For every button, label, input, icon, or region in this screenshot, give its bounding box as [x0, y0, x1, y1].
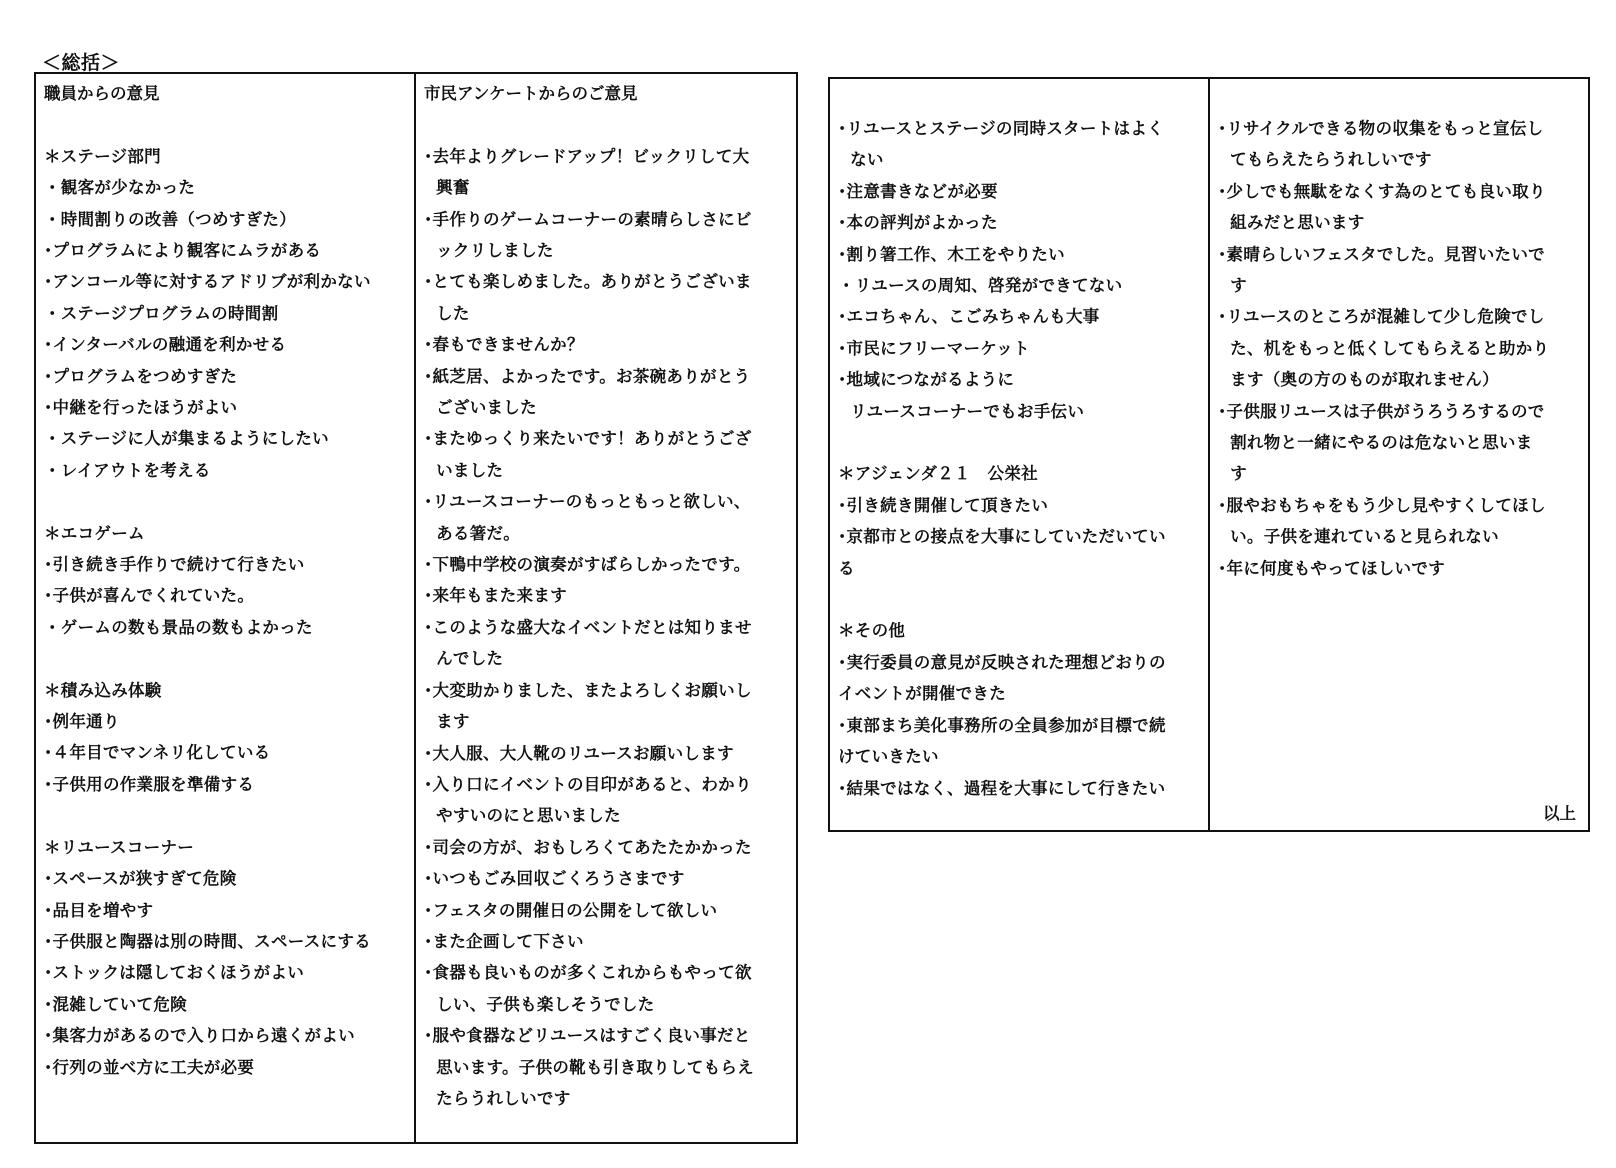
- text-line: ･いつもごみ回収ごくろうさまです: [424, 869, 685, 889]
- text-line: ＊エコゲーム: [44, 523, 145, 543]
- blank-line: [44, 800, 408, 831]
- text-line: ＊リユースコーナー: [44, 837, 195, 857]
- text-line: ･インターバルの融通を利かせる: [44, 335, 287, 355]
- text-line: ･下鴨中学校の演奏がすばらしかったです。: [424, 555, 751, 575]
- text-line: ･引き続き開催して頂きたい: [838, 495, 1049, 515]
- citizen-continued-lines: [1218, 113, 1582, 584]
- text-line: やすいのにと思いました: [424, 806, 621, 826]
- text-line: ･プログラムをつめすぎた: [44, 366, 238, 386]
- text-line: ･プログラムにより観客にムラがある: [44, 241, 322, 261]
- text-line: ･品目を増やす: [44, 900, 154, 920]
- page-heading: ＜総括＞: [42, 52, 121, 74]
- text-line: ックリしました: [424, 241, 554, 261]
- text-line: けていきたい: [838, 747, 939, 767]
- blank-line: [424, 109, 790, 140]
- blank-line: [44, 109, 408, 140]
- text-line: リユースコーナーでもお手伝い: [838, 401, 1085, 421]
- text-line: ･子供服と陶器は別の時間、スペースにする: [44, 931, 371, 951]
- text-line: ある箸だ。: [424, 523, 521, 543]
- text-line: たらうれしいです: [424, 1088, 571, 1108]
- text-line: ･例年通り: [44, 712, 120, 732]
- text-line: ･素晴らしいフェスタでした。見習いたいで: [1218, 244, 1545, 264]
- text-line: ･司会の方が、おもしろくてあたたかかった: [424, 837, 752, 857]
- text-line: んでした: [424, 649, 504, 669]
- staff-opinions-column: [36, 74, 416, 1142]
- text-line: ･注意書きなどが必要: [838, 181, 998, 201]
- staff-continued-lines: [838, 113, 1202, 804]
- text-line: ･手作りのゲームコーナーの素晴らしさにビ: [424, 209, 752, 229]
- citizen-lines: [424, 109, 790, 1114]
- citizen-column-title: 市民アンケートからのご意見: [424, 84, 638, 103]
- text-line: 割れ物と一緒にやるのは危ないと思いま: [1218, 433, 1533, 453]
- text-line: ･紙芝居、よかったです。お茶碗ありがとう: [424, 366, 751, 386]
- summary-table-left: [34, 72, 798, 1144]
- text-line: ･スペースが狭すぎて危険: [44, 869, 237, 889]
- text-line: ･結果ではなく、過程を大事にして行きたい: [838, 778, 1166, 798]
- text-line: ･割り箸工作、木工をやりたい: [838, 244, 1065, 264]
- text-line: ・時間割りの改善（つめすぎた）: [44, 209, 296, 229]
- end-mark: 以上: [1543, 804, 1576, 823]
- text-line: ・ステージに人が集まるようにしたい: [44, 429, 329, 449]
- text-line: ･市民にフリーマーケット: [838, 338, 1030, 358]
- text-line: ・リユースの周知、啓発ができてない: [838, 276, 1123, 296]
- text-line: い。子供を連れていると見られない: [1218, 527, 1499, 547]
- text-line: ･中継を行ったほうがよい: [44, 398, 238, 418]
- citizen-opinions-continued-column: [1210, 79, 1588, 830]
- text-line: す: [1218, 464, 1247, 484]
- text-line: ます（奥の方のものが取れません）: [1218, 370, 1499, 390]
- text-line: ･来年もまた来ます: [424, 586, 567, 606]
- text-line: ･子供が喜んでくれていた。: [44, 586, 255, 606]
- text-line: ･大人服、大人靴のリユースお願いします: [424, 743, 734, 763]
- text-line: ･少しでも無駄をなくす為のとても良い取り: [1218, 181, 1546, 201]
- text-line: ･４年目でマンネリ化している: [44, 743, 271, 763]
- staff-lines: [44, 109, 408, 1083]
- text-line: ･実行委員の意見が反映された理想どおりの: [838, 652, 1166, 672]
- text-line: ･行列の並べ方に工夫が必要: [44, 1057, 255, 1077]
- text-line: ･混雑していて危険: [44, 994, 187, 1014]
- text-line: ･リユースコーナーのもっともっと欲しい、: [424, 492, 751, 512]
- text-line: ･リユースとステージの同時スタートはよく: [838, 119, 1164, 138]
- text-line: ない: [838, 150, 884, 170]
- text-line: ･春もできませんか？: [424, 335, 584, 355]
- text-line: ･アンコール等に対するアドリブが利かない: [44, 272, 371, 292]
- text-line: ･大変助かりました、またよろしくお願いし: [424, 680, 752, 700]
- text-line: ･引き続き手作りで続けて行きたい: [44, 555, 305, 575]
- blank-line: [838, 427, 1202, 458]
- text-line: ･服や食器などリユースはすごく良い事だと: [424, 1026, 751, 1046]
- text-line: た、机をもっと低くしてもらえると助かり: [1218, 338, 1550, 358]
- text-line: ･また企画して下さい: [424, 931, 584, 951]
- text-line: イベントが開催できた: [838, 684, 1006, 704]
- text-line: す: [1218, 276, 1247, 296]
- text-line: ･子供用の作業服を準備する: [44, 774, 255, 794]
- summary-table-right: [828, 77, 1590, 832]
- text-line: ・観客が少なかった: [44, 178, 196, 198]
- blank-line: [838, 584, 1202, 615]
- text-line: ＊その他: [838, 621, 906, 641]
- text-line: 思います。子供の靴も引き取りしてもらえ: [424, 1057, 754, 1077]
- text-line: ･このような盛大なイベントだとは知りませ: [424, 617, 752, 637]
- text-line: ･リサイクルできる物の収集をもっと宣伝し: [1218, 119, 1544, 138]
- text-line: る: [838, 558, 855, 578]
- text-line: ・レイアウトを考える: [44, 460, 211, 480]
- text-line: ･フェスタの開催日の公開をして欲しい: [424, 900, 718, 920]
- text-line: ます: [424, 712, 470, 732]
- blank-line: [44, 643, 408, 674]
- text-line: ･ストックは隠しておくほうがよい: [44, 963, 305, 983]
- text-line: ＊アジェンダ２１ 公栄社: [838, 464, 1038, 484]
- text-line: 興奮: [424, 178, 470, 198]
- text-line: した: [424, 303, 470, 323]
- text-line: 組みだと思います: [1218, 213, 1365, 233]
- text-line: ･エコちゃん、こごみちゃんも大事: [838, 307, 1100, 327]
- text-line: ・ステージプログラムの時間割: [44, 303, 279, 323]
- text-line: ･食器も良いものが多くこれからもやって欲: [424, 963, 752, 983]
- text-line: ＊ステージ部門: [44, 146, 161, 166]
- text-line: ･本の評判がよかった: [838, 213, 998, 233]
- text-line: ･入り口にイベントの目印があると、わかり: [424, 774, 752, 794]
- text-line: ･地域につながるように: [838, 370, 1015, 390]
- text-line: てもらえたらうれしいです: [1218, 150, 1432, 170]
- text-line: ･京都市との接点を大事にしていただいてい: [838, 527, 1166, 547]
- text-line: ございました: [424, 398, 537, 418]
- text-line: ・ゲームの数も景品の数もよかった: [44, 617, 313, 637]
- text-line: ･リユースのところが混雑して少し危険でし: [1218, 307, 1545, 327]
- text-line: ･子供服リユースは子供がうろうろするので: [1218, 401, 1545, 421]
- text-line: いました: [424, 460, 504, 480]
- text-line: ･東部まち美化事務所の全員参加が目標で続: [838, 715, 1166, 735]
- staff-column-title: 職員からの意見: [44, 84, 160, 103]
- text-line: ･またゆっくり来たいです！ありがとうござ: [424, 429, 752, 449]
- text-line: ･服やおもちゃをもう少し見やすくしてほし: [1218, 495, 1546, 515]
- text-line: しい、子供も楽しそうでした: [424, 994, 655, 1014]
- text-line: ･集客力があるので入り口から遠くがよい: [44, 1026, 355, 1046]
- text-line: ･年に何度もやってほしいです: [1218, 558, 1445, 578]
- citizen-opinions-column: [416, 74, 796, 1142]
- text-line: ･とても楽しめました。ありがとうございま: [424, 272, 752, 292]
- text-line: ･去年よりグレードアップ！ビックリして大: [424, 146, 750, 166]
- text-line: ＊積み込み体験: [44, 680, 162, 700]
- blank-line: [44, 486, 408, 517]
- staff-opinions-continued-column: [830, 79, 1210, 830]
